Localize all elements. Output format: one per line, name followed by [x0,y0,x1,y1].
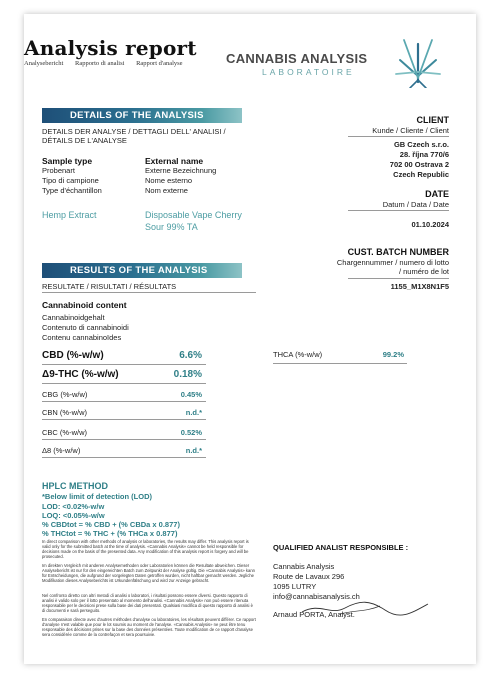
method-line: *Below limit of detection (LOD) [42,492,152,501]
batch-heading: CUST. BATCH NUMBER [347,247,449,257]
date-subheading: Datum / Data / Date [382,200,449,209]
analyst-heading: QUALIFIED ANALIST RESPONSIBLE : [273,543,409,552]
external-name-value-line2: Sour 99% TA [145,222,198,232]
result-label-cbn: CBN (%-w/w) [42,408,87,417]
cannabinoid-content-translation: Contenu cannabinoïdes [42,333,122,342]
sample-type-translation: Probenart [42,166,75,175]
cannabis-leaf-logo-icon [390,32,446,88]
results-section-bar: RESULTS OF THE ANALYSIS [42,263,242,278]
analyst-signature-name: Arnaud PORTA, Analyst. [273,610,355,619]
batch-subheading: Chargennummer / numero di lotto [336,258,449,267]
details-section-bar: DETAILS OF THE ANALYSIS [42,108,242,123]
report-title: Analysis report [24,36,197,60]
batch-subheading: / numéro de lot [398,267,449,276]
external-name-translation: Externe Bezeichnung [145,166,217,175]
analyst-line: Cannabis Analysis [273,562,335,571]
result-label-d8: Δ8 (%-w/w) [42,446,81,455]
result-divider [42,401,206,402]
details-translation-line2: DÉTAILS DE L'ANALYSE [42,136,127,145]
cannabinoid-content-translation: Cannabinoidgehalt [42,313,105,322]
external-name-heading: External name [145,156,204,166]
result-divider [42,383,206,384]
external-name-translation: Nom externe [145,186,188,195]
result-value-cbn: n.d.* [185,408,202,417]
analyst-line: 1095 LUTRY [273,582,317,591]
result-label-thc: Δ9-THC (%-w/w) [42,369,119,380]
client-line: Czech Republic [393,170,449,179]
result-value-cbc: 0.52% [180,428,202,437]
result-divider [42,439,206,440]
results-translation: RESULTATE / RISULTATI / RÉSULTATS [42,282,177,291]
result-value-thca: 99.2% [382,350,404,359]
result-divider [42,419,206,420]
client-line: 702 00 Ostrava 2 [389,160,449,169]
external-name-value-line1: Disposable Vape Cherry [145,210,242,220]
method-line: LOD: <0.02%-w/w [42,502,105,511]
client-heading: CLIENT [416,115,449,125]
result-value-cbg: 0.45% [180,390,202,399]
title-translation-it: Rapporto di analisi [74,60,125,67]
result-divider [42,457,206,458]
result-label-thca: THCA (%-w/w) [273,350,323,359]
disclaimer-fr: En comparaison directe avec d'autres méthodes d'analyse ou laboratoires, les résultats peuvent différer. Ce rapport d'analyse n'est valable que pour le lot soumis au moment de l'analyse. «Cannabis Analysis» ne peut être tenu responsable des décisions prises sur la base des données présentées. Toute modification de ce rapport d'analyse sera considérée comme de la contrefaçon et sera poursuivie. [42,617,256,637]
method-line: % CBDtot = % CBD + (% CBDa x 0.877) [42,520,180,529]
result-divider [273,363,407,364]
client-divider [348,136,449,137]
disclaimer-it: Nel confronto diretto con altri metodi di analisi o laboratori, i risultati possono essere diversi. Questo rapporto di analisi è valido solo per il lotto presentato al momento dell'analisi. «Cannabis Analysis» non può essere ritenuta responsabile per le decisioni prese sulla base dei dati presentati. Qualsiasi modifica di questo rapporto di analisi è di documenti e sarà perseguito. [42,593,253,613]
title-translation-fr: Rapport d'analyse [136,60,183,67]
method-line: LOQ: <0.05%-w/w [42,511,105,520]
date-heading: DATE [425,189,449,199]
analyst-line: Route de Lavaux 296 [273,572,345,581]
client-subheading: Kunde / Cliente / Client [372,126,449,135]
result-divider [42,364,206,365]
method-line: % THCtot = % THC + (% THCa x 0.877) [42,529,178,538]
sample-type-translation: Type d'échantillon [42,186,102,195]
result-label-cbg: CBG (%-w/w) [42,390,88,399]
sample-type-heading: Sample type [42,156,93,166]
external-name-translation: Nome esterno [145,176,193,185]
lab-subtitle: LABORATOIRE [262,67,355,77]
client-line: GB Czech s.r.o. [393,140,449,149]
batch-divider [348,278,449,279]
result-value-thc: 0.18% [173,369,202,380]
result-label-cbc: CBC (%-w/w) [42,428,87,437]
date-value: 01.10.2024 [411,220,449,229]
sample-type-translation: Tipo di campione [42,176,99,185]
details-translation-line1: DETAILS DER ANALYSE / DETTAGLI DELL' ANALISI / [42,127,226,136]
lab-name: CANNABIS ANALYSIS [226,51,368,66]
result-label-cbd: CBD (%-w/w) [42,350,104,361]
cannabinoid-content-heading: Cannabinoid content [42,300,127,310]
method-heading: HPLC METHOD [42,481,108,491]
report-title-translations [24,60,193,67]
result-value-cbd: 6.6% [179,350,202,361]
disclaimer-en: In direct comparison with other methods of analysis or laboratories, the results may differ. This analysis report is valid only for the submitted batch at the time of analysis. «Cannabis Analysis» cannot be held responsible for decisions made on the basis of the presented data. Any modification of this analysis report is forgery and will be prosecuted. [42,539,249,559]
analyst-email: info@cannabisanalysis.ch [273,592,360,601]
date-divider [348,210,449,211]
disclaimer-de: Im direkten Vergleich mit anderen Analysemethoden oder Laboratorien können die Resultate abweichen. Dieser Analysebericht ist nur für den eingereichten Batch zum Zeitpunkt der Analyse gültig. Die «Cannabis Analysis» kann für Entscheidungen, die aufgrund der vorgelegten Daten getroffen wurden, nicht haftbar gemacht werden. Jegliche Modifikation dieses Analyseberichts ist Urkundenfälschung und wird zur Anzeige gebracht. [42,563,255,583]
sample-type-value: Hemp Extract [42,210,97,220]
cannabinoid-content-translation: Contenuto di cannabinoidi [42,323,129,332]
results-divider [42,292,256,293]
client-line: 28. října 770/6 [399,150,449,159]
batch-value: 1155_M1X8N1F5 [390,282,449,291]
title-translation-de: Analysebericht [24,60,64,67]
result-value-d8: n.d.* [185,446,202,455]
